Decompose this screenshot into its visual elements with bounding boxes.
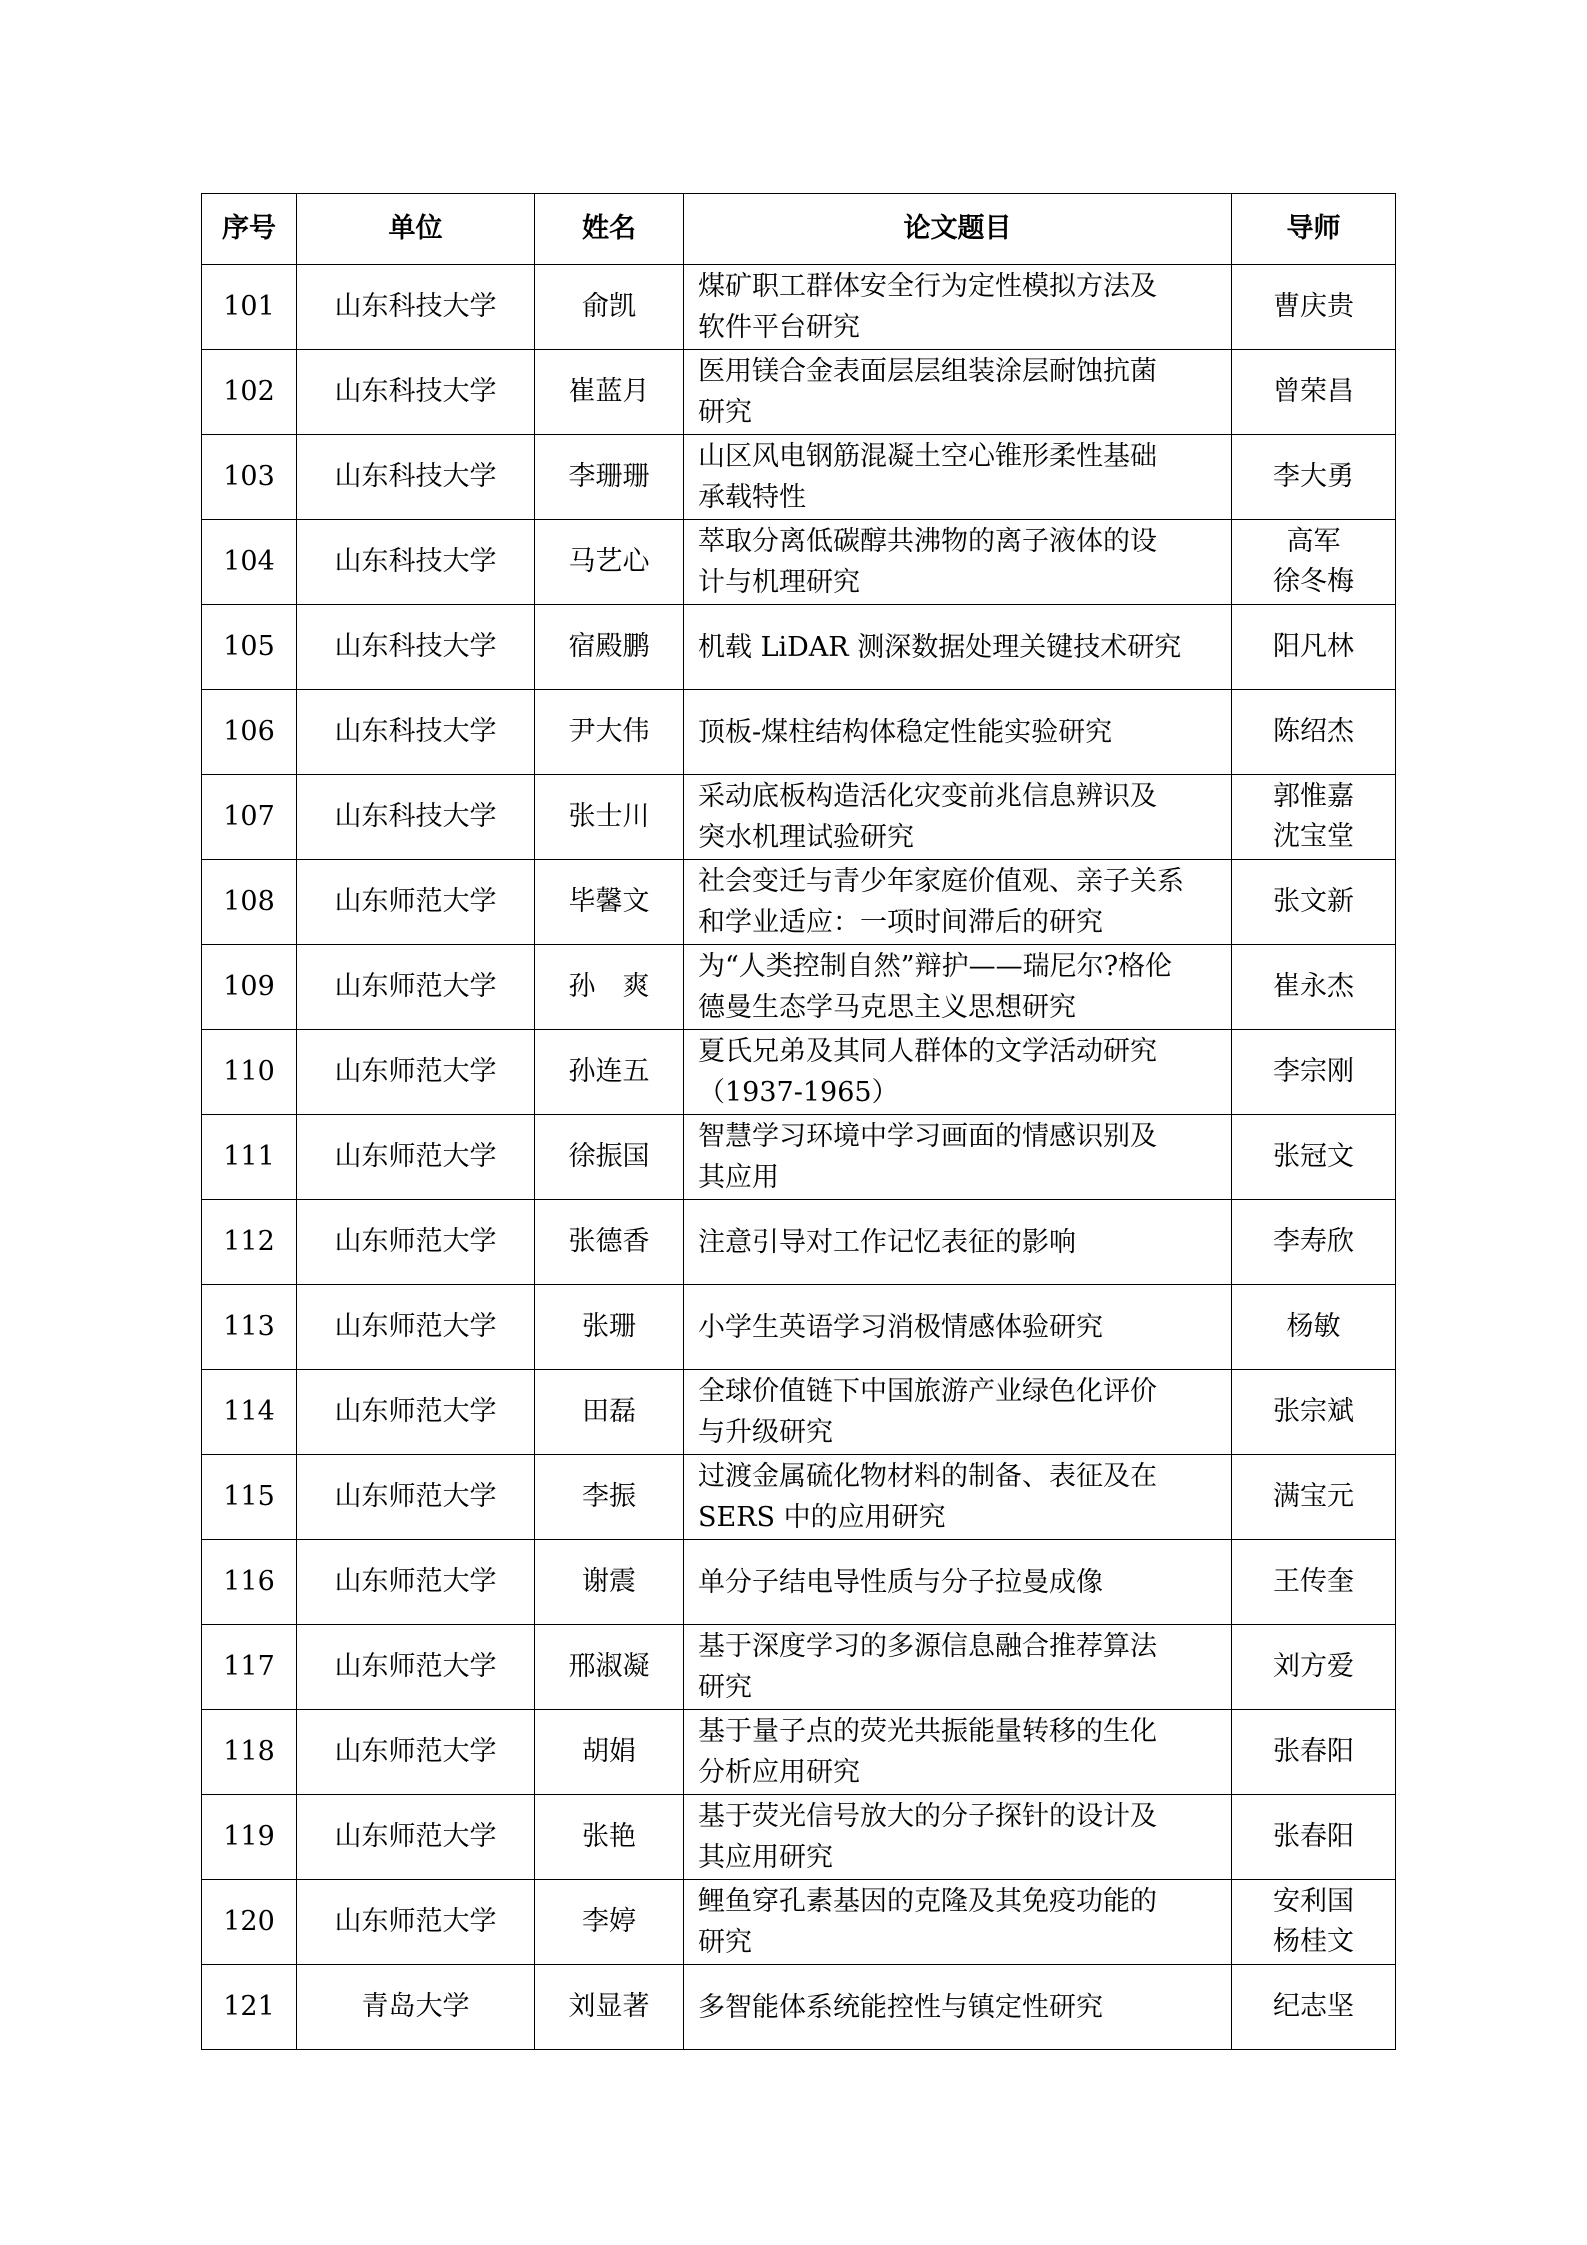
title-line: 萃取分离低碳醇共沸物的离子液体的设 <box>698 526 1157 557</box>
header-name: 姓名 <box>535 194 684 265</box>
supervisor-name: 郭惟嘉 <box>1273 781 1354 812</box>
title-line: 多智能体系统能控性与镇定性研究 <box>698 1991 1103 2023</box>
title-line: 和学业适应：一项时间滞后的研究 <box>698 907 1103 938</box>
cell-name: 李振 <box>535 1455 684 1540</box>
cell-unit: 山东科技大学 <box>297 775 535 860</box>
supervisor-name: 张春阳 <box>1273 1736 1354 1767</box>
supervisor-name: 徐冬梅 <box>1273 566 1354 597</box>
cell-no: 119 <box>202 1795 297 1880</box>
table-row <box>202 1965 1396 2050</box>
supervisor-name: 崔永杰 <box>1273 971 1354 1002</box>
cell-name: 张德香 <box>535 1200 684 1285</box>
supervisor-name: 张宗斌 <box>1273 1396 1354 1427</box>
cell-title <box>684 520 1232 605</box>
header-no: 序号 <box>202 194 297 265</box>
cell-name: 田磊 <box>535 1370 684 1455</box>
supervisor-name: 沈宝堂 <box>1273 821 1354 852</box>
cell-no: 107 <box>202 775 297 860</box>
cell-no: 105 <box>202 605 297 690</box>
title-line: 软件平台研究 <box>698 312 860 343</box>
cell-name: 李婷 <box>535 1880 684 1965</box>
cell-title <box>684 690 1232 775</box>
table-row <box>202 1285 1396 1370</box>
cell-name: 尹大伟 <box>535 690 684 775</box>
cell-no: 115 <box>202 1455 297 1540</box>
table-row <box>202 350 1396 435</box>
cell-name: 马艺心 <box>535 520 684 605</box>
thesis-table <box>201 193 1396 2050</box>
cell-unit: 山东科技大学 <box>297 605 535 690</box>
title-line: 基于深度学习的多源信息融合推荐算法 <box>698 1631 1157 1662</box>
title-line: 全球价值链下中国旅游产业绿色化评价 <box>698 1376 1157 1407</box>
supervisor-name: 高军 <box>1286 526 1341 557</box>
table-row <box>202 1710 1396 1795</box>
table-row <box>202 1370 1396 1455</box>
title-line: 基于荧光信号放大的分子探针的设计及 <box>698 1801 1157 1832</box>
title-line: 医用镁合金表面层层组装涂层耐蚀抗菌 <box>698 356 1157 387</box>
supervisor-name: 曹庆贵 <box>1273 291 1354 322</box>
cell-name: 胡娟 <box>535 1710 684 1795</box>
cell-unit: 山东师范大学 <box>297 1880 535 1965</box>
cell-supervisor <box>1232 605 1396 690</box>
cell-name: 徐振国 <box>535 1115 684 1200</box>
supervisor-name: 阳凡林 <box>1273 631 1354 662</box>
cell-title <box>684 775 1232 860</box>
cell-unit: 山东科技大学 <box>297 350 535 435</box>
cell-unit: 山东师范大学 <box>297 945 535 1030</box>
supervisor-name: 张文新 <box>1273 886 1354 917</box>
title-line: 小学生英语学习消极情感体验研究 <box>698 1311 1103 1343</box>
title-line: 过渡金属硫化物材料的制备、表征及在 <box>698 1461 1157 1492</box>
title-line: SERS 中的应用研究 <box>698 1502 946 1533</box>
cell-name: 张珊 <box>535 1285 684 1370</box>
cell-name: 邢淑凝 <box>535 1625 684 1710</box>
cell-name: 孙 爽 <box>535 945 684 1030</box>
title-line: 研究 <box>698 397 752 428</box>
title-line: 研究 <box>698 1672 752 1703</box>
supervisor-name: 满宝元 <box>1273 1481 1354 1512</box>
table-row <box>202 1880 1396 1965</box>
cell-name: 张艳 <box>535 1795 684 1880</box>
title-line: 计与机理研究 <box>698 567 860 598</box>
cell-no: 120 <box>202 1880 297 1965</box>
title-line: 机载 LiDAR 测深数据处理关键技术研究 <box>698 631 1182 663</box>
header-title: 论文题目 <box>684 194 1232 265</box>
cell-unit: 山东师范大学 <box>297 1200 535 1285</box>
title-line: 德曼生态学马克思主义思想研究 <box>698 992 1076 1023</box>
cell-title <box>684 1625 1232 1710</box>
cell-title <box>684 1795 1232 1880</box>
cell-no: 102 <box>202 350 297 435</box>
cell-title <box>684 1710 1232 1795</box>
cell-supervisor <box>1232 1030 1396 1115</box>
table-row <box>202 860 1396 945</box>
title-line: 山区风电钢筋混凝土空心锥形柔性基础 <box>698 441 1157 472</box>
table-row <box>202 1030 1396 1115</box>
title-line: 突水机理试验研究 <box>698 822 914 853</box>
title-line: 顶板-煤柱结构体稳定性能实验研究 <box>698 716 1113 748</box>
cell-supervisor <box>1232 435 1396 520</box>
title-line: 分析应用研究 <box>698 1757 860 1788</box>
title-line: 其应用研究 <box>698 1842 833 1873</box>
cell-title <box>684 1285 1232 1370</box>
cell-no: 114 <box>202 1370 297 1455</box>
cell-unit: 山东师范大学 <box>297 1625 535 1710</box>
cell-name: 孙连五 <box>535 1030 684 1115</box>
table-row <box>202 435 1396 520</box>
table-row <box>202 605 1396 690</box>
cell-supervisor <box>1232 1540 1396 1625</box>
cell-name: 张士川 <box>535 775 684 860</box>
table-row <box>202 520 1396 605</box>
cell-supervisor <box>1232 1625 1396 1710</box>
table-row <box>202 1455 1396 1540</box>
cell-supervisor <box>1232 1370 1396 1455</box>
cell-no: 111 <box>202 1115 297 1200</box>
supervisor-name: 李大勇 <box>1273 461 1354 492</box>
cell-title <box>684 1455 1232 1540</box>
cell-unit: 山东科技大学 <box>297 690 535 775</box>
supervisor-name: 李寿欣 <box>1273 1226 1354 1257</box>
cell-unit: 山东科技大学 <box>297 265 535 350</box>
cell-name: 毕馨文 <box>535 860 684 945</box>
cell-unit: 山东师范大学 <box>297 860 535 945</box>
cell-no: 104 <box>202 520 297 605</box>
cell-supervisor <box>1232 1880 1396 1965</box>
supervisor-name: 张春阳 <box>1273 1821 1354 1852</box>
cell-no: 103 <box>202 435 297 520</box>
title-line: （1937-1965） <box>698 1077 899 1108</box>
title-line: 其应用 <box>698 1162 779 1193</box>
table-row <box>202 1625 1396 1710</box>
cell-unit: 山东师范大学 <box>297 1710 535 1795</box>
cell-supervisor <box>1232 1795 1396 1880</box>
cell-no: 118 <box>202 1710 297 1795</box>
table-row <box>202 265 1396 350</box>
cell-title <box>684 1200 1232 1285</box>
table-row <box>202 1795 1396 1880</box>
header-unit: 单位 <box>297 194 535 265</box>
table-row <box>202 775 1396 860</box>
supervisor-name: 曾荣昌 <box>1273 376 1354 407</box>
cell-title <box>684 605 1232 690</box>
cell-unit: 山东师范大学 <box>297 1030 535 1115</box>
cell-supervisor <box>1232 1200 1396 1285</box>
table-body <box>202 265 1396 2050</box>
cell-name: 谢震 <box>535 1540 684 1625</box>
table-row <box>202 1200 1396 1285</box>
cell-supervisor <box>1232 1710 1396 1795</box>
cell-supervisor <box>1232 1115 1396 1200</box>
cell-supervisor <box>1232 1455 1396 1540</box>
cell-name: 李珊珊 <box>535 435 684 520</box>
cell-title <box>684 860 1232 945</box>
title-line: 研究 <box>698 1927 752 1958</box>
title-line: 与升级研究 <box>698 1417 833 1448</box>
cell-name: 宿殿鹏 <box>535 605 684 690</box>
table-row <box>202 945 1396 1030</box>
title-line: 采动底板构造活化灾变前兆信息辨识及 <box>698 781 1157 812</box>
cell-title <box>684 435 1232 520</box>
cell-no: 113 <box>202 1285 297 1370</box>
header-row <box>202 194 1396 265</box>
cell-supervisor <box>1232 945 1396 1030</box>
supervisor-name: 刘方爱 <box>1273 1651 1354 1682</box>
cell-no: 106 <box>202 690 297 775</box>
supervisor-name: 陈绍杰 <box>1273 716 1354 747</box>
title-line: 鲤鱼穿孔素基因的克隆及其免疫功能的 <box>698 1886 1157 1917</box>
title-line: 承载特性 <box>698 482 806 513</box>
cell-supervisor <box>1232 775 1396 860</box>
cell-supervisor <box>1232 860 1396 945</box>
cell-unit: 山东师范大学 <box>297 1370 535 1455</box>
cell-title <box>684 1540 1232 1625</box>
supervisor-name: 李宗刚 <box>1273 1056 1354 1087</box>
title-line: 基于量子点的荧光共振能量转移的生化 <box>698 1716 1157 1747</box>
supervisor-name: 王传奎 <box>1273 1566 1354 1597</box>
cell-name: 刘显著 <box>535 1965 684 2050</box>
supervisor-name: 安利国 <box>1273 1886 1354 1917</box>
cell-no: 117 <box>202 1625 297 1710</box>
cell-supervisor <box>1232 265 1396 350</box>
cell-title <box>684 945 1232 1030</box>
cell-name: 俞凯 <box>535 265 684 350</box>
title-line: 煤矿职工群体安全行为定性模拟方法及 <box>698 271 1157 302</box>
supervisor-name: 杨敏 <box>1286 1311 1341 1342</box>
cell-no: 109 <box>202 945 297 1030</box>
cell-name: 崔蓝月 <box>535 350 684 435</box>
cell-unit: 山东科技大学 <box>297 520 535 605</box>
cell-no: 108 <box>202 860 297 945</box>
cell-unit: 山东师范大学 <box>297 1115 535 1200</box>
cell-no: 121 <box>202 1965 297 2050</box>
cell-supervisor <box>1232 1285 1396 1370</box>
cell-no: 110 <box>202 1030 297 1115</box>
cell-supervisor <box>1232 1965 1396 2050</box>
supervisor-name: 纪志坚 <box>1273 1991 1354 2022</box>
title-line: 社会变迁与青少年家庭价值观、亲子关系 <box>698 866 1184 897</box>
cell-unit: 山东师范大学 <box>297 1285 535 1370</box>
cell-title <box>684 265 1232 350</box>
cell-unit: 青岛大学 <box>297 1965 535 2050</box>
title-line: 智慧学习环境中学习画面的情感识别及 <box>698 1121 1157 1152</box>
supervisor-name: 杨桂文 <box>1273 1926 1354 1957</box>
cell-no: 116 <box>202 1540 297 1625</box>
supervisor-name: 张冠文 <box>1273 1141 1354 1172</box>
cell-unit: 山东师范大学 <box>297 1795 535 1880</box>
table-row <box>202 1115 1396 1200</box>
cell-title <box>684 1115 1232 1200</box>
cell-unit: 山东科技大学 <box>297 435 535 520</box>
cell-unit: 山东师范大学 <box>297 1455 535 1540</box>
cell-no: 112 <box>202 1200 297 1285</box>
cell-title <box>684 1965 1232 2050</box>
table-row <box>202 690 1396 775</box>
cell-title <box>684 350 1232 435</box>
table-row <box>202 1540 1396 1625</box>
cell-title <box>684 1030 1232 1115</box>
cell-supervisor <box>1232 520 1396 605</box>
cell-title <box>684 1880 1232 1965</box>
title-line: 夏氏兄弟及其同人群体的文学活动研究 <box>698 1036 1157 1067</box>
cell-supervisor <box>1232 350 1396 435</box>
cell-title <box>684 1370 1232 1455</box>
header-supervisor: 导师 <box>1232 194 1396 265</box>
title-line: 单分子结电导性质与分子拉曼成像 <box>698 1566 1103 1598</box>
cell-unit: 山东师范大学 <box>297 1540 535 1625</box>
title-line: 为“人类控制自然”辩护——瑞尼尔?格伦 <box>698 951 1173 982</box>
table-header <box>202 194 1396 265</box>
cell-supervisor <box>1232 690 1396 775</box>
cell-no: 101 <box>202 265 297 350</box>
title-line: 注意引导对工作记忆表征的影响 <box>698 1226 1076 1258</box>
